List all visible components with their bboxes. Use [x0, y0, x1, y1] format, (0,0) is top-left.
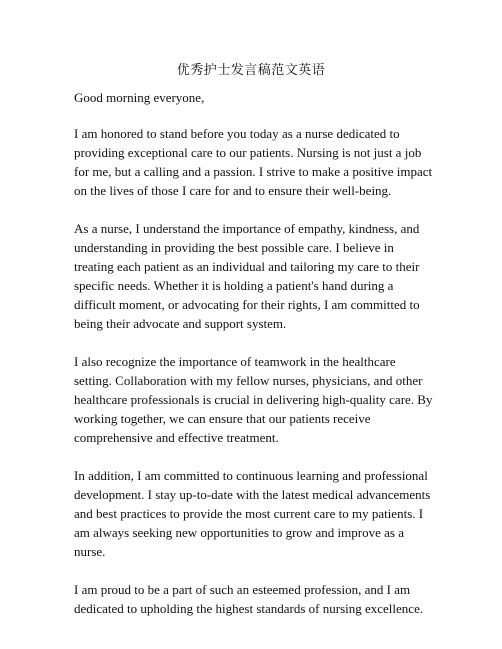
paragraph-teamwork: I also recognize the importance of teamwork in the healthcare setting. Collaboration with my fellow nurses, physicians, and other healthcare professionals is crucial in delivering high-quality care. By working together, we can ensure that our patients receive comprehensive and effective treatment.	[74, 354, 433, 445]
paragraph-learning: In addition, I am committed to continuous learning and professional development. I stay up-to-date with the latest medical advancements and best practices to provide the most current care to my patients. I am always seeking new opportunities to grow and improve as a nurse.	[74, 468, 431, 559]
greeting-line: Good morning everyone,	[74, 90, 205, 105]
document-body	[74, 88, 434, 637]
paragraph-empathy: As a nurse, I understand the importance of empathy, kindness, and understanding in providing the best possible care. I believe in treating each patient as an individual and tailoring my care to their specific needs. Whether it is holding a patient's hand during a difficult moment, or advocating for their rights, I am committed to being their advocate and support system.	[74, 221, 420, 331]
document-title: 优秀护士发言稿范文英语	[176, 62, 326, 77]
paragraph-closing: I am proud to be a part of such an esteemed profession, and I am dedicated to upholding the highest standards of nursing excellence.	[74, 582, 424, 616]
paragraph-intro: I am honored to stand before you today as a nurse dedicated to providing exceptional care to our patients. Nursing is not just a job for me, but a calling and a passion. I strive to make a positive impact on the lives of those I care for and to ensure their well-being.	[74, 126, 433, 198]
